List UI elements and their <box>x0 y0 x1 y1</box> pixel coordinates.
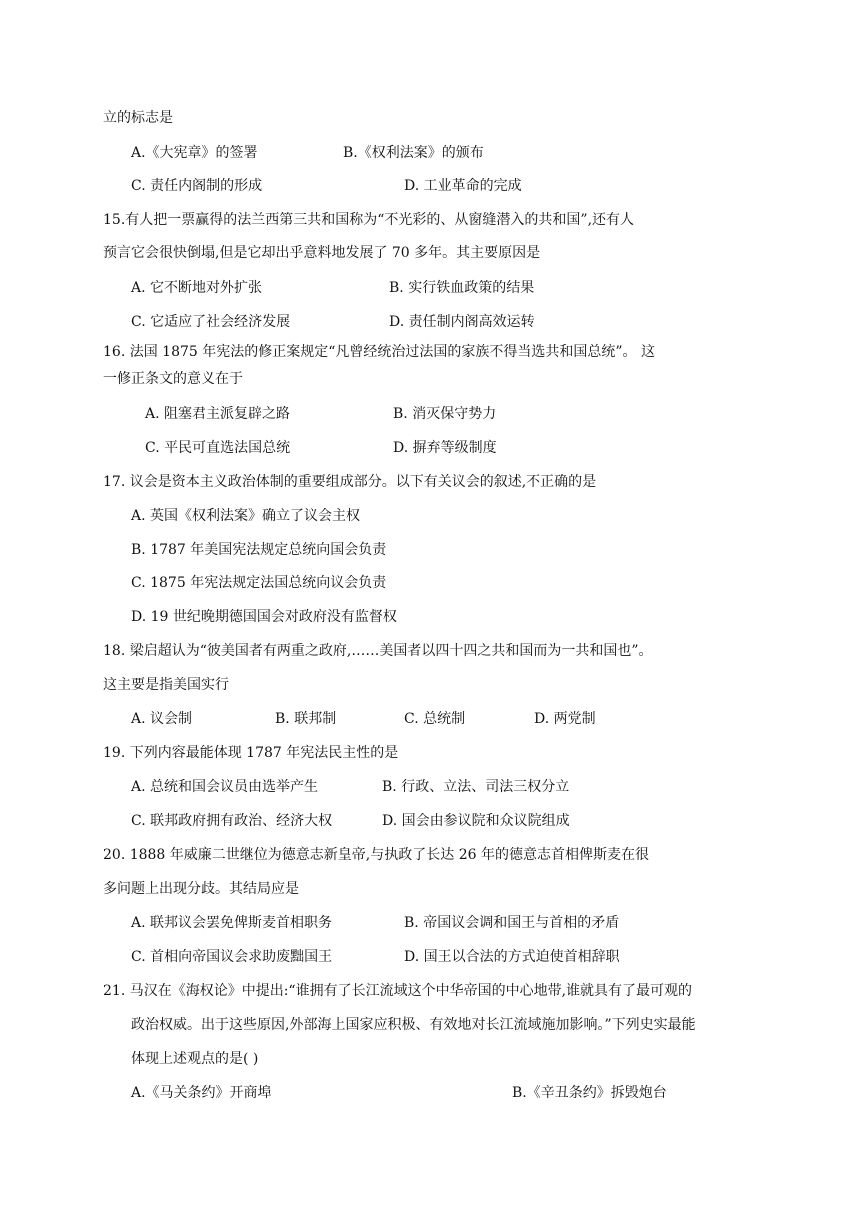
q15-option-b: B. 实行铁血政策的结果 <box>389 280 535 296</box>
q14-option-b: B.《权利法案》的颁布 <box>343 145 484 161</box>
q20-option-d: D. 国王以合法的方式迫使首相辞职 <box>404 949 620 965</box>
q14-option-d: D. 工业革命的完成 <box>404 178 522 194</box>
q17-option-c: C. 1875 年宪法规定法国总统向议会负责 <box>131 575 387 591</box>
q17-option-d: D. 19 世纪晚期德国国会对政府没有监督权 <box>131 609 397 625</box>
q21-stem-line-1: 21. 马汉在《海权论》中提出:“谁拥有了长江流域这个中华帝国的中心地带,谁就具有了最可观的 <box>103 983 693 999</box>
q21-stem-line-2: 政治权威。出于这些原因,外部海上国家应积极、有效地对长江流域施加影响。”下列史实最能 <box>131 1017 696 1033</box>
q19-option-c: C. 联邦政府拥有政治、经济大权 <box>131 813 333 829</box>
q15-stem-line-2: 预言它会很快倒塌,但是它却出乎意料地发展了 70 多年。其主要原因是 <box>103 245 541 261</box>
q18-option-c: C. 总统制 <box>404 711 466 727</box>
q21-stem-line-3: 体现上述观点的是( ) <box>131 1051 259 1067</box>
q15-option-a: A. 它不断地对外扩张 <box>131 280 263 296</box>
q17-option-a: A. 英国《权利法案》确立了议会主权 <box>131 508 361 524</box>
q16-option-d: D. 摒弃等级制度 <box>393 440 497 456</box>
q20-option-b: B. 帝国议会调和国王与首相的矛盾 <box>404 915 620 931</box>
q20-option-c: C. 首相向帝国议会求助废黜国王 <box>131 949 333 965</box>
q18-option-d: D. 两党制 <box>534 711 596 727</box>
q19-option-a: A. 总统和国会议员由选举产生 <box>131 779 319 795</box>
q19-option-b: B. 行政、立法、司法三权分立 <box>382 779 570 795</box>
q17-stem-line-1: 17. 议会是资本主义政治体制的重要组成部分。以下有关议会的叙述,不正确的是 <box>103 474 597 490</box>
q19-option-d: D. 国会由参议院和众议院组成 <box>382 813 570 829</box>
q20-stem-line-2: 多问题上出现分歧。其结局应是 <box>103 881 299 897</box>
q14-stem-tail: 立的标志是 <box>103 110 173 126</box>
q14-option-a: A.《大宪章》的签署 <box>131 145 258 161</box>
q16-option-b: B. 消灭保守势力 <box>393 406 497 422</box>
q14-option-c: C. 责任内阁制的形成 <box>131 178 263 194</box>
q15-option-c: C. 它适应了社会经济发展 <box>131 314 291 330</box>
q16-option-c: C. 平民可直选法国总统 <box>145 440 291 456</box>
q18-option-a: A. 议会制 <box>131 711 193 727</box>
q17-option-b: B. 1787 年美国宪法规定总统向国会负责 <box>131 542 387 558</box>
q16-stem-line-2: 一修正条文的意义在于 <box>103 371 243 387</box>
q15-stem-line-1: 15.有人把一票赢得的法兰西第三共和国称为“不光彩的、从窗缝潜入的共和国”,还有人 <box>103 212 635 228</box>
q18-stem-line-2: 这主要是指美国实行 <box>103 677 229 693</box>
q15-option-d: D. 责任制内阁高效运转 <box>389 314 535 330</box>
q19-stem-line-1: 19. 下列内容最能体现 1787 年宪法民主性的是 <box>103 745 399 761</box>
q20-stem-line-1: 20. 1888 年威廉二世继位为德意志新皇帝,与执政了长达 26 年的德意志首相俾斯麦在很 <box>103 847 649 863</box>
q18-stem-line-1: 18. 梁启超认为“彼美国者有两重之政府,……美国者以四十四之共和国而为一共和国也”。 <box>103 643 653 659</box>
q20-option-a: A. 联邦议会罢免俾斯麦首相职务 <box>131 915 333 931</box>
q16-stem-line-1: 16. 法国 1875 年宪法的修正案规定“凡曾经统治过法国的家族不得当选共和国总统”。 这 <box>103 344 656 360</box>
q18-option-b: B. 联邦制 <box>275 711 337 727</box>
q21-option-b: B.《辛丑条约》拆毁炮台 <box>512 1085 667 1101</box>
q21-option-a: A.《马关条约》开商埠 <box>131 1085 272 1101</box>
q16-option-a: A. 阻塞君主派复辟之路 <box>145 406 291 422</box>
